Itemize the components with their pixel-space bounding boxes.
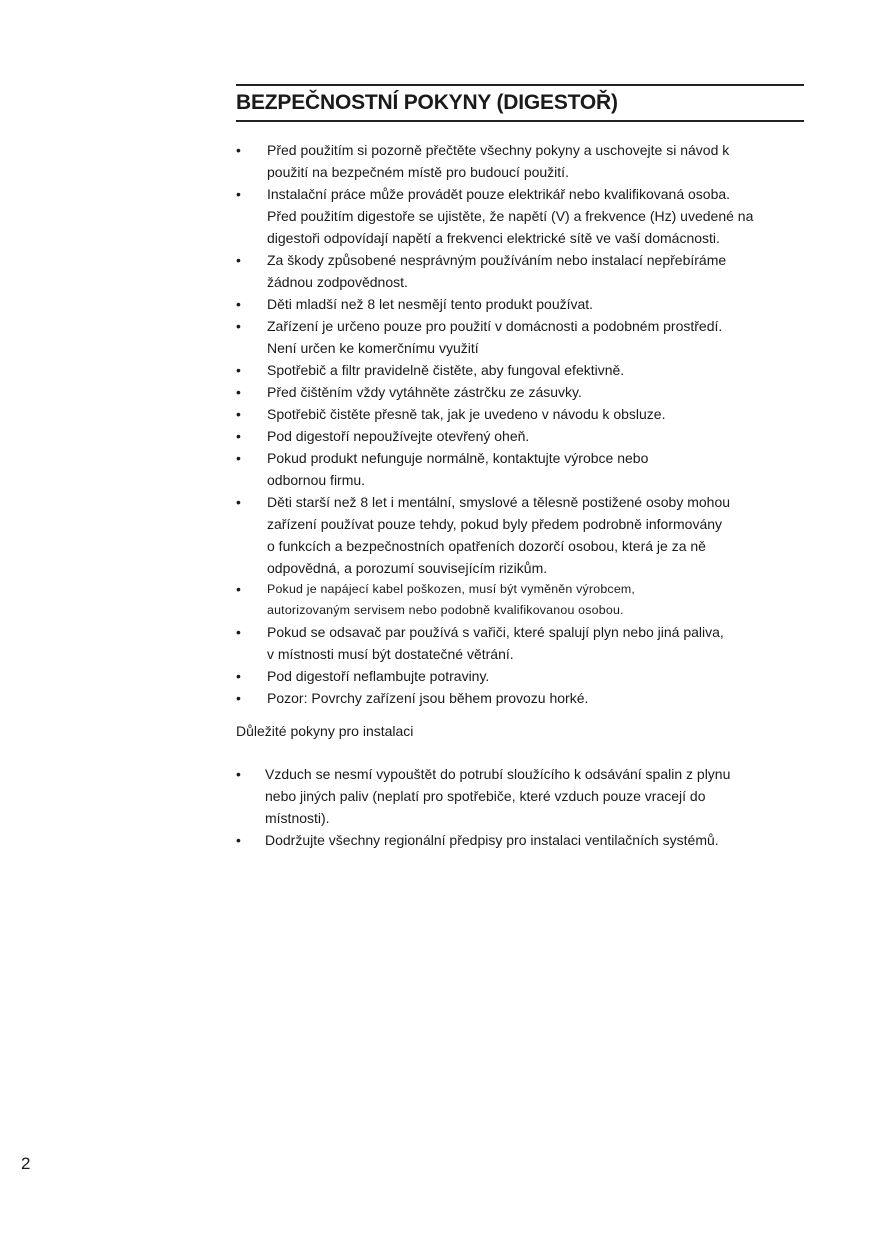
list-item-line: Pokud je napájecí kabel poškozen, musí být vyměněn výrobcem, [267, 582, 636, 596]
list-item [236, 687, 811, 709]
title-block [236, 84, 804, 122]
list-item-line: Spotřebič a filtr pravidelně čistěte, aby fungoval efektivně. [267, 362, 625, 378]
list-item-line: nebo jiných paliv (neplatí pro spotřebiče, které vzduch pouze vracejí do [265, 788, 706, 804]
list-item-line: o funkcích a bezpečnostních opatřeních dozorčí osobou, která je za ně [267, 538, 706, 554]
list-item-line: použití na bezpečném místě pro budoucí použití. [267, 164, 569, 180]
list-item-line: Pod digestoří nepoužívejte otevřený oheň. [267, 428, 530, 444]
bullet-icon: • [236, 318, 241, 334]
list-item-line: Vzduch se nesmí vypouštět do potrubí sloužícího k odsávání spalin z plynu [265, 766, 731, 782]
bullet-icon: • [236, 142, 241, 158]
bullet-icon: • [236, 450, 241, 466]
bullet-icon: • [236, 406, 241, 422]
list-item-line: Pokud produkt nefunguje normálně, kontaktujte výrobce nebo [267, 450, 649, 466]
list-item [236, 183, 811, 249]
list-item-line: autorizovaným servisem nebo podobně kvalifikovanou osobou. [267, 603, 624, 617]
bullet-icon: • [236, 384, 241, 400]
list-item-line: Spotřebič čistěte přesně tak, jak je uvedeno v návodu k obsluze. [267, 406, 666, 422]
list-item [236, 359, 811, 381]
list-item-line: Není určen ke komerčnímu využití [267, 340, 479, 356]
safety-instructions-list [236, 139, 811, 709]
page-title: BEZPEČNOSTNÍ POKYNY (DIGESTOŘ) [236, 91, 618, 114]
installation-heading: Důležité pokyny pro instalaci [236, 723, 414, 739]
list-item-line: odbornou firmu. [267, 472, 366, 488]
list-item [236, 315, 811, 359]
bullet-icon: • [236, 690, 241, 706]
list-item [236, 621, 811, 665]
list-item [236, 579, 811, 621]
list-item-line: Zařízení je určeno pouze pro použití v domácnosti a podobném prostředí. [267, 318, 723, 334]
bullet-icon: • [236, 252, 241, 268]
bullet-icon: • [236, 428, 241, 444]
list-item-line: místnosti). [265, 810, 330, 826]
list-item [236, 447, 811, 491]
list-item [236, 829, 811, 851]
list-item [236, 139, 811, 183]
list-item [236, 249, 811, 293]
list-item-line: odpovědná, a porozumí souvisejícím rizikům. [267, 560, 548, 576]
list-item [236, 665, 811, 687]
list-item-line: v místnosti musí být dostatečné větrání. [267, 646, 514, 662]
bullet-icon: • [236, 668, 241, 684]
bullet-icon: • [236, 766, 241, 782]
bullet-icon: • [236, 832, 241, 848]
list-item-line: Před použitím si pozorně přečtěte všechny pokyny a uschovejte si návod k [267, 142, 730, 158]
bullet-icon: • [236, 494, 241, 510]
installation-instructions-list [236, 763, 811, 851]
bullet-icon: • [236, 362, 241, 378]
list-item [236, 293, 811, 315]
list-item-line: Před čištěním vždy vytáhněte zástrčku ze zásuvky. [267, 384, 582, 400]
list-item-line: Před použitím digestoře se ujistěte, že napětí (V) a frekvence (Hz) uvedené na [267, 208, 754, 224]
list-item-line: Pokud se odsavač par používá s vařiči, které spalují plyn nebo jiná paliva, [267, 624, 724, 640]
list-item-line: zařízení používat pouze tehdy, pokud byly předem podrobně informovány [267, 516, 723, 532]
list-item-line: Pod digestoří neflambujte potraviny. [267, 668, 490, 684]
list-item [236, 381, 811, 403]
list-item [236, 491, 811, 579]
page-number: 2 [21, 1154, 31, 1173]
list-item-line: Instalační práce může provádět pouze elektrikář nebo kvalifikovaná osoba. [267, 186, 731, 202]
list-item [236, 403, 811, 425]
list-item-line: digestoři odpovídají napětí a frekvenci elektrické sítě ve vaší domácnosti. [267, 230, 720, 246]
list-item-line: Dodržujte všechny regionální předpisy pro instalaci ventilačních systémů. [265, 832, 719, 848]
list-item [236, 763, 811, 829]
bullet-icon: • [236, 624, 241, 640]
list-item-line: Za škody způsobené nesprávným používáním nebo instalací nepřebíráme [267, 252, 727, 268]
bullet-icon: • [236, 186, 241, 202]
bullet-icon: • [236, 581, 242, 597]
bullet-icon: • [236, 296, 241, 312]
list-item-line: Děti mladší než 8 let nesmějí tento produkt používat. [267, 296, 594, 312]
list-item-line: Děti starší než 8 let i mentální, smyslové a tělesně postižené osoby mohou [267, 494, 731, 510]
list-item-line: žádnou zodpovědnost. [267, 274, 408, 290]
list-item [236, 425, 811, 447]
list-item-line: Pozor: Povrchy zařízení jsou během provozu horké. [267, 690, 589, 706]
